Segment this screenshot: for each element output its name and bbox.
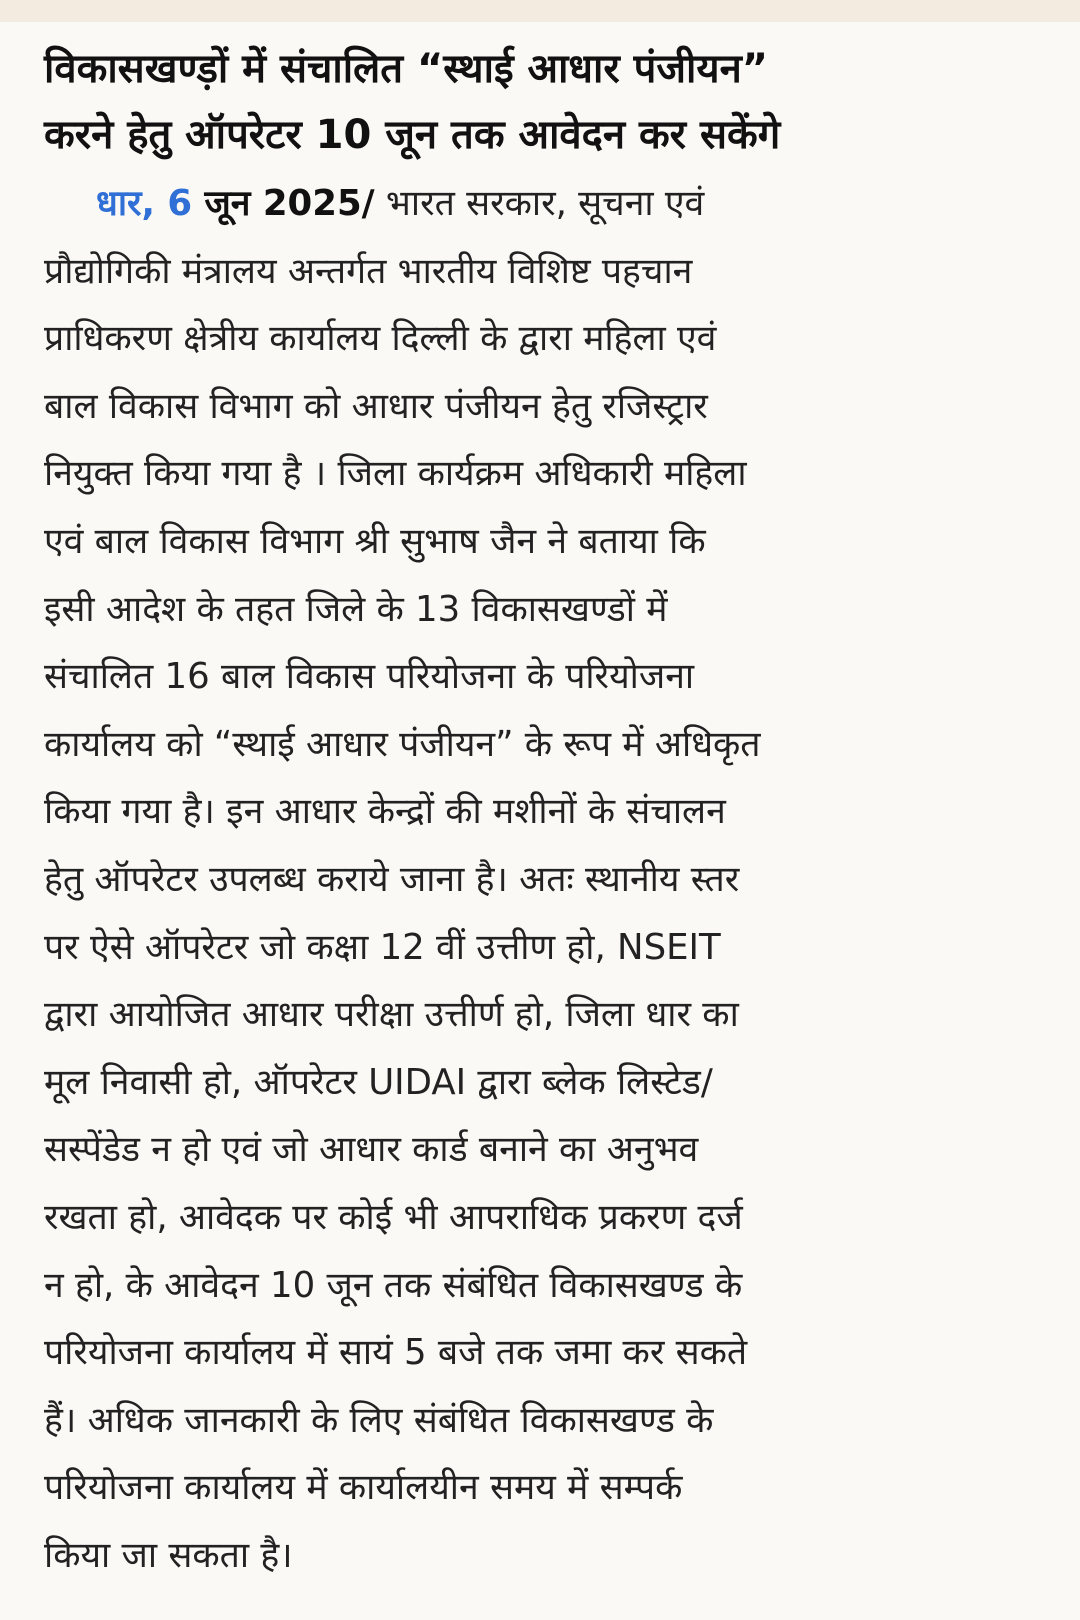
- body-line-17: न हो, के आवेदन 10 जून तक संबंधित विकासखण्ड के: [44, 1264, 743, 1306]
- body-line-7: इसी आदेश के तहत जिले के 13 विकासखण्डों में: [44, 588, 668, 630]
- headline-line-1: विकासखण्ड़ों में संचालित “स्थाई आधार पंजीयन”: [44, 46, 769, 92]
- body-line-14: मूल निवासी हो, ऑपरेटर UIDAI द्वारा ब्लेक लिस्टेड/: [44, 1061, 713, 1103]
- body-line-3: प्राधिकरण क्षेत्रीय कार्यालय दिल्ली के द्वारा महिला एवं: [44, 318, 717, 360]
- article-headline: [44, 36, 1044, 168]
- body-line-15: सस्पेंडेड न हो एवं जो आधार कार्ड बनाने का अनुभव: [44, 1129, 699, 1171]
- body-line-6: एवं बाल विकास विभाग श्री सुभाष जैन ने बताया कि: [44, 520, 706, 562]
- body-line-12: पर ऐसे ऑपरेटर जो कक्षा 12 वीं उत्तीण हो, NSEIT: [44, 926, 721, 968]
- body-line-11: हेतु ऑपरेटर उपलब्ध कराये जाना है। अतः स्थानीय स्तर: [44, 858, 740, 900]
- body-line-20: परियोजना कार्यालय में कार्यालयीन समय में सम्पर्क: [44, 1467, 683, 1509]
- article-body: [44, 170, 1044, 1589]
- body-line-10: किया गया है। इन आधार केन्द्रों की मशीनों के संचालन: [44, 791, 726, 833]
- body-line-18: परियोजना कार्यालय में सायं 5 बजे तक जमा कर सकते: [44, 1332, 748, 1374]
- body-line-8: संचालित 16 बाल विकास परियोजना के परियोजना: [44, 656, 695, 698]
- dateline-place: धार, 6: [96, 183, 193, 224]
- body-line-21: किया जा सकता है।: [44, 1534, 293, 1576]
- news-article: [44, 36, 1044, 1589]
- body-line-19: हैं। अधिक जानकारी के लिए संबंधित विकासखण्ड के: [44, 1399, 714, 1441]
- body-line-16: रखता हो, आवेदक पर कोई भी आपराधिक प्रकरण दर्ज: [44, 1196, 743, 1238]
- body-line-2: प्रौद्योगिकी मंत्रालय अन्तर्गत भारतीय विशिष्ट पहचान: [44, 250, 693, 292]
- top-strip: [0, 0, 1080, 22]
- body-line-4: बाल विकास विभाग को आधार पंजीयन हेतु रजिस्ट्रार: [44, 385, 708, 427]
- body-line-1: [44, 170, 1044, 238]
- body-line-13: द्वारा आयोजित आधार परीक्षा उत्तीर्ण हो, जिला धार का: [44, 994, 739, 1036]
- body-line-9: कार्यालय को “स्थाई आधार पंजीयन” के रूप में अधिकृत: [44, 723, 761, 765]
- body-line-5: नियुक्त किया गया है । जिला कार्यक्रम अधिकारी महिला: [44, 453, 747, 495]
- body-line-1-text: भारत सरकार, सूचना एवं: [374, 183, 705, 224]
- headline-line-2: करने हेतु ऑपरेटर 10 जून तक आवेदन कर सकेंगे: [44, 112, 781, 158]
- dateline-date: जून 2025/: [192, 183, 375, 224]
